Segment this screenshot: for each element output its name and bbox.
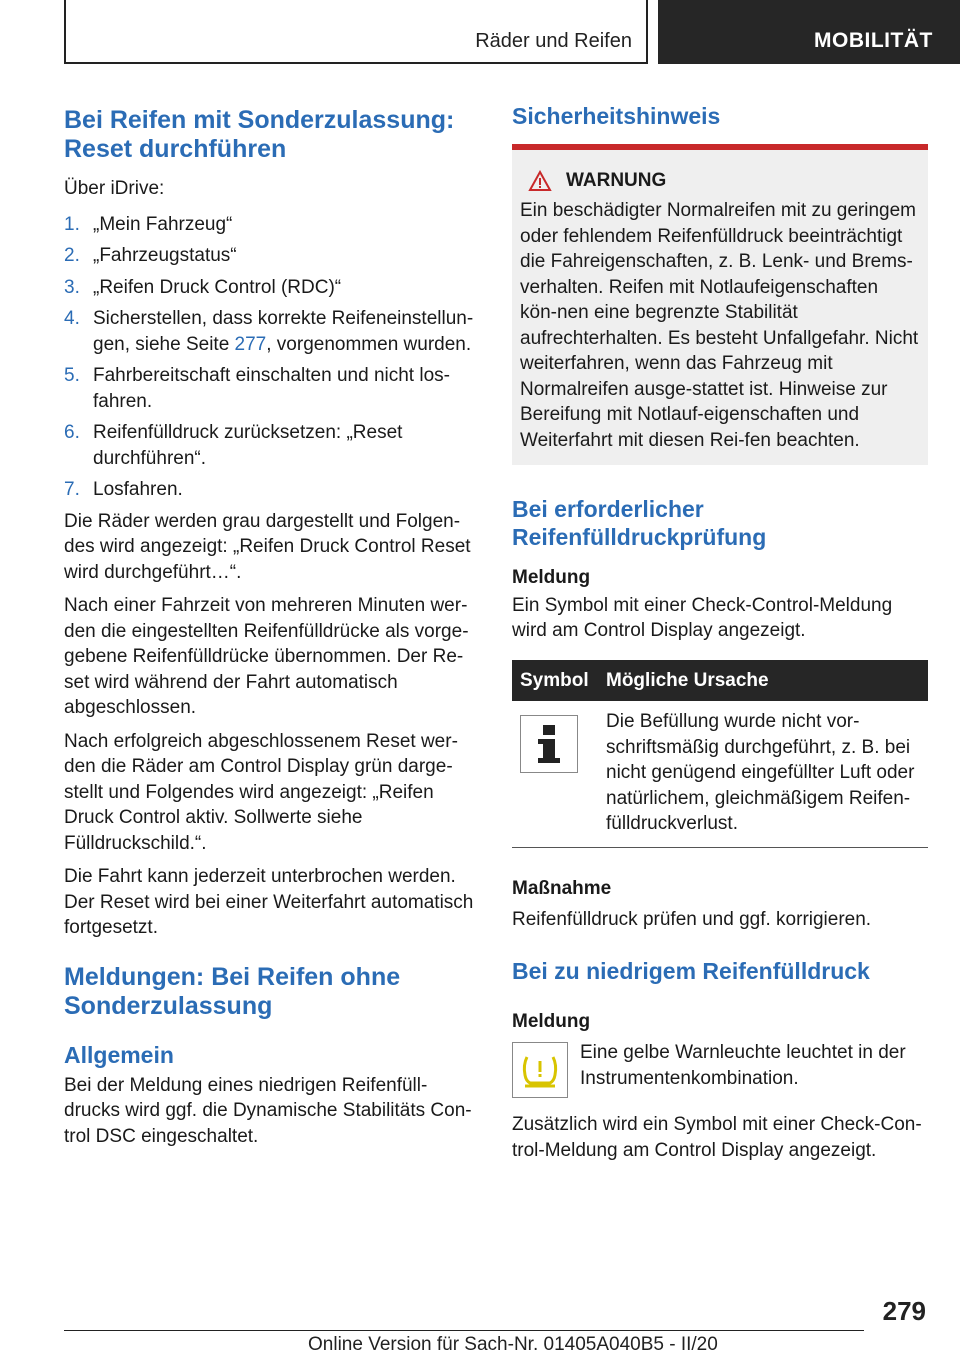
meldung-label: Meldung xyxy=(512,1010,591,1032)
warning-light-row xyxy=(512,1040,928,1098)
paragraph: Zusätzlich wird ein Symbol mit einer Check-Con‐trol-Meldung am Control Display angezeigt. xyxy=(512,1114,922,1161)
footer-text: Online Version für Sach-Nr. 01405A040B5 - II/20 xyxy=(308,1334,718,1355)
tpms-warning-icon xyxy=(512,1042,568,1098)
intro-text: Über iDrive: xyxy=(64,178,165,199)
table-row xyxy=(512,701,928,847)
warning-triangle-icon xyxy=(528,170,552,192)
header-section-title: Räder und Reifen xyxy=(475,30,632,52)
paragraph: Ein Symbol mit einer Check-Control-Meldung wird am Control Display angezeigt. xyxy=(512,594,893,641)
paragraph: Bei der Meldung eines niedrigen Reifenfüll‐drucks wird ggf. die Dynamische Stabilitäts Con‐trol DSC eingeschaltet. xyxy=(64,1074,472,1147)
page-number: 279 xyxy=(882,1296,926,1326)
paragraph: Reifenfülldruck prüfen und ggf. korrigieren. xyxy=(512,909,872,930)
list-item: 5. Fahrbereitschaft einschalten und nicht los‐fahren. xyxy=(64,365,450,412)
page-link[interactable]: 277 xyxy=(234,333,267,355)
info-icon xyxy=(520,715,578,773)
list-item: 6. Reifenfülldruck zurücksetzen: „Reset durchführen“. xyxy=(64,422,403,469)
list-item: 7. Losfahren. xyxy=(64,479,183,500)
left-column xyxy=(64,100,478,1149)
massnahme-label: Maßnahme xyxy=(512,877,612,899)
heading-reset: Bei Reifen mit Sonderzulassung: Reset durchführen xyxy=(64,106,455,163)
paragraph: Nach erfolgreich abgeschlossenem Reset wer‐den die Räder am Control Display grün darge‐stellt und Folgendes wird angezeigt: „Reifen Druck Control aktiv. Sollwerte siehe Fülldruckschild.“. xyxy=(64,730,458,854)
heading-allgemein: Allgemein xyxy=(64,1041,174,1068)
paragraph: Eine gelbe Warnleuchte leuchtet in der Instrumentenkombination. xyxy=(580,1042,906,1089)
list-item: 1. „Mein Fahrzeug“ xyxy=(64,213,233,235)
list-item: 4. Sicherstellen, dass korrekte Reifeneinstellun‐gen, siehe Seite 277, vorgenommen wurden. xyxy=(64,308,474,355)
paragraph: Die Fahrt kann jederzeit unterbrochen werden. Der Reset wird bei einer Weiterfahrt automatisch fortgesetzt. xyxy=(64,866,474,938)
list-item: 3. „Reifen Druck Control (RDC)“ xyxy=(64,276,342,298)
footer-divider xyxy=(64,1330,864,1331)
heading-meldungen: Meldungen: Bei Reifen ohne Sonderzulassung xyxy=(64,962,401,1020)
table-header-ursache: Mögliche Ursache xyxy=(598,660,928,702)
warning-box xyxy=(512,144,928,465)
meldung-label: Meldung xyxy=(512,567,591,588)
warning-text: Ein beschädigter Normalreifen mit zu geringem oder fehlendem Reifenfülldruck beeinträchtigt die Fahreigenschaften, z. B. Lenk- und Brems‐verhalten. Reifen mit Notlaufeigenschaften kön‐nen eine begrenzte Stabilität aufrechterhalten. Es besteht Unfallgefahr. Nicht weiterfahren, wenn das Fahrzeug mit Normalreifen ausge‐stattet ist. Hinweise zur Bereifung mit Notlauf‐eigenschaften und Weiterfahrt mit diesen Rei‐fen beachten. xyxy=(520,200,919,451)
table-header-symbol: Symbol xyxy=(512,660,598,702)
right-column xyxy=(512,100,928,1163)
header-chapter-tab: MOBILITÄT xyxy=(658,0,960,64)
heading-pruefung: Bei erforderlicher Reifenfülldruckprüfung xyxy=(512,496,767,550)
heading-sicherheitshinweis: Sicherheitshinweis xyxy=(512,103,721,129)
heading-niedrig: Bei zu niedrigem Reifenfülldruck xyxy=(512,957,870,984)
paragraph: Nach einer Fahrzeit von mehreren Minuten wer‐den die eingestellten Reifenfülldrücke als vorge‐gebene Reifenfülldrücke übernommen. Der Re‐set wird während der Fahrt automatisch abgeschlossen. xyxy=(64,595,469,718)
header-section-box xyxy=(64,0,648,64)
steps-list xyxy=(64,212,478,503)
paragraph: Die Räder werden grau dargestellt und Folgen‐des wird angezeigt: „Reifen Druck Control Reset wird durchgeführt…“. xyxy=(64,510,471,583)
symbol-table xyxy=(512,660,928,848)
list-item: 2. „Fahrzeugstatus“ xyxy=(64,245,237,266)
table-cell-ursache: Die Befüllung wurde nicht vor‐schriftsmäßig durchgeführt, z. B. bei nicht genügend eingefüllter Luft oder natürlichem, gleichmäßigem Reifen‐fülldruckverlust. xyxy=(598,701,928,847)
warning-title: WARNUNG xyxy=(520,170,920,192)
